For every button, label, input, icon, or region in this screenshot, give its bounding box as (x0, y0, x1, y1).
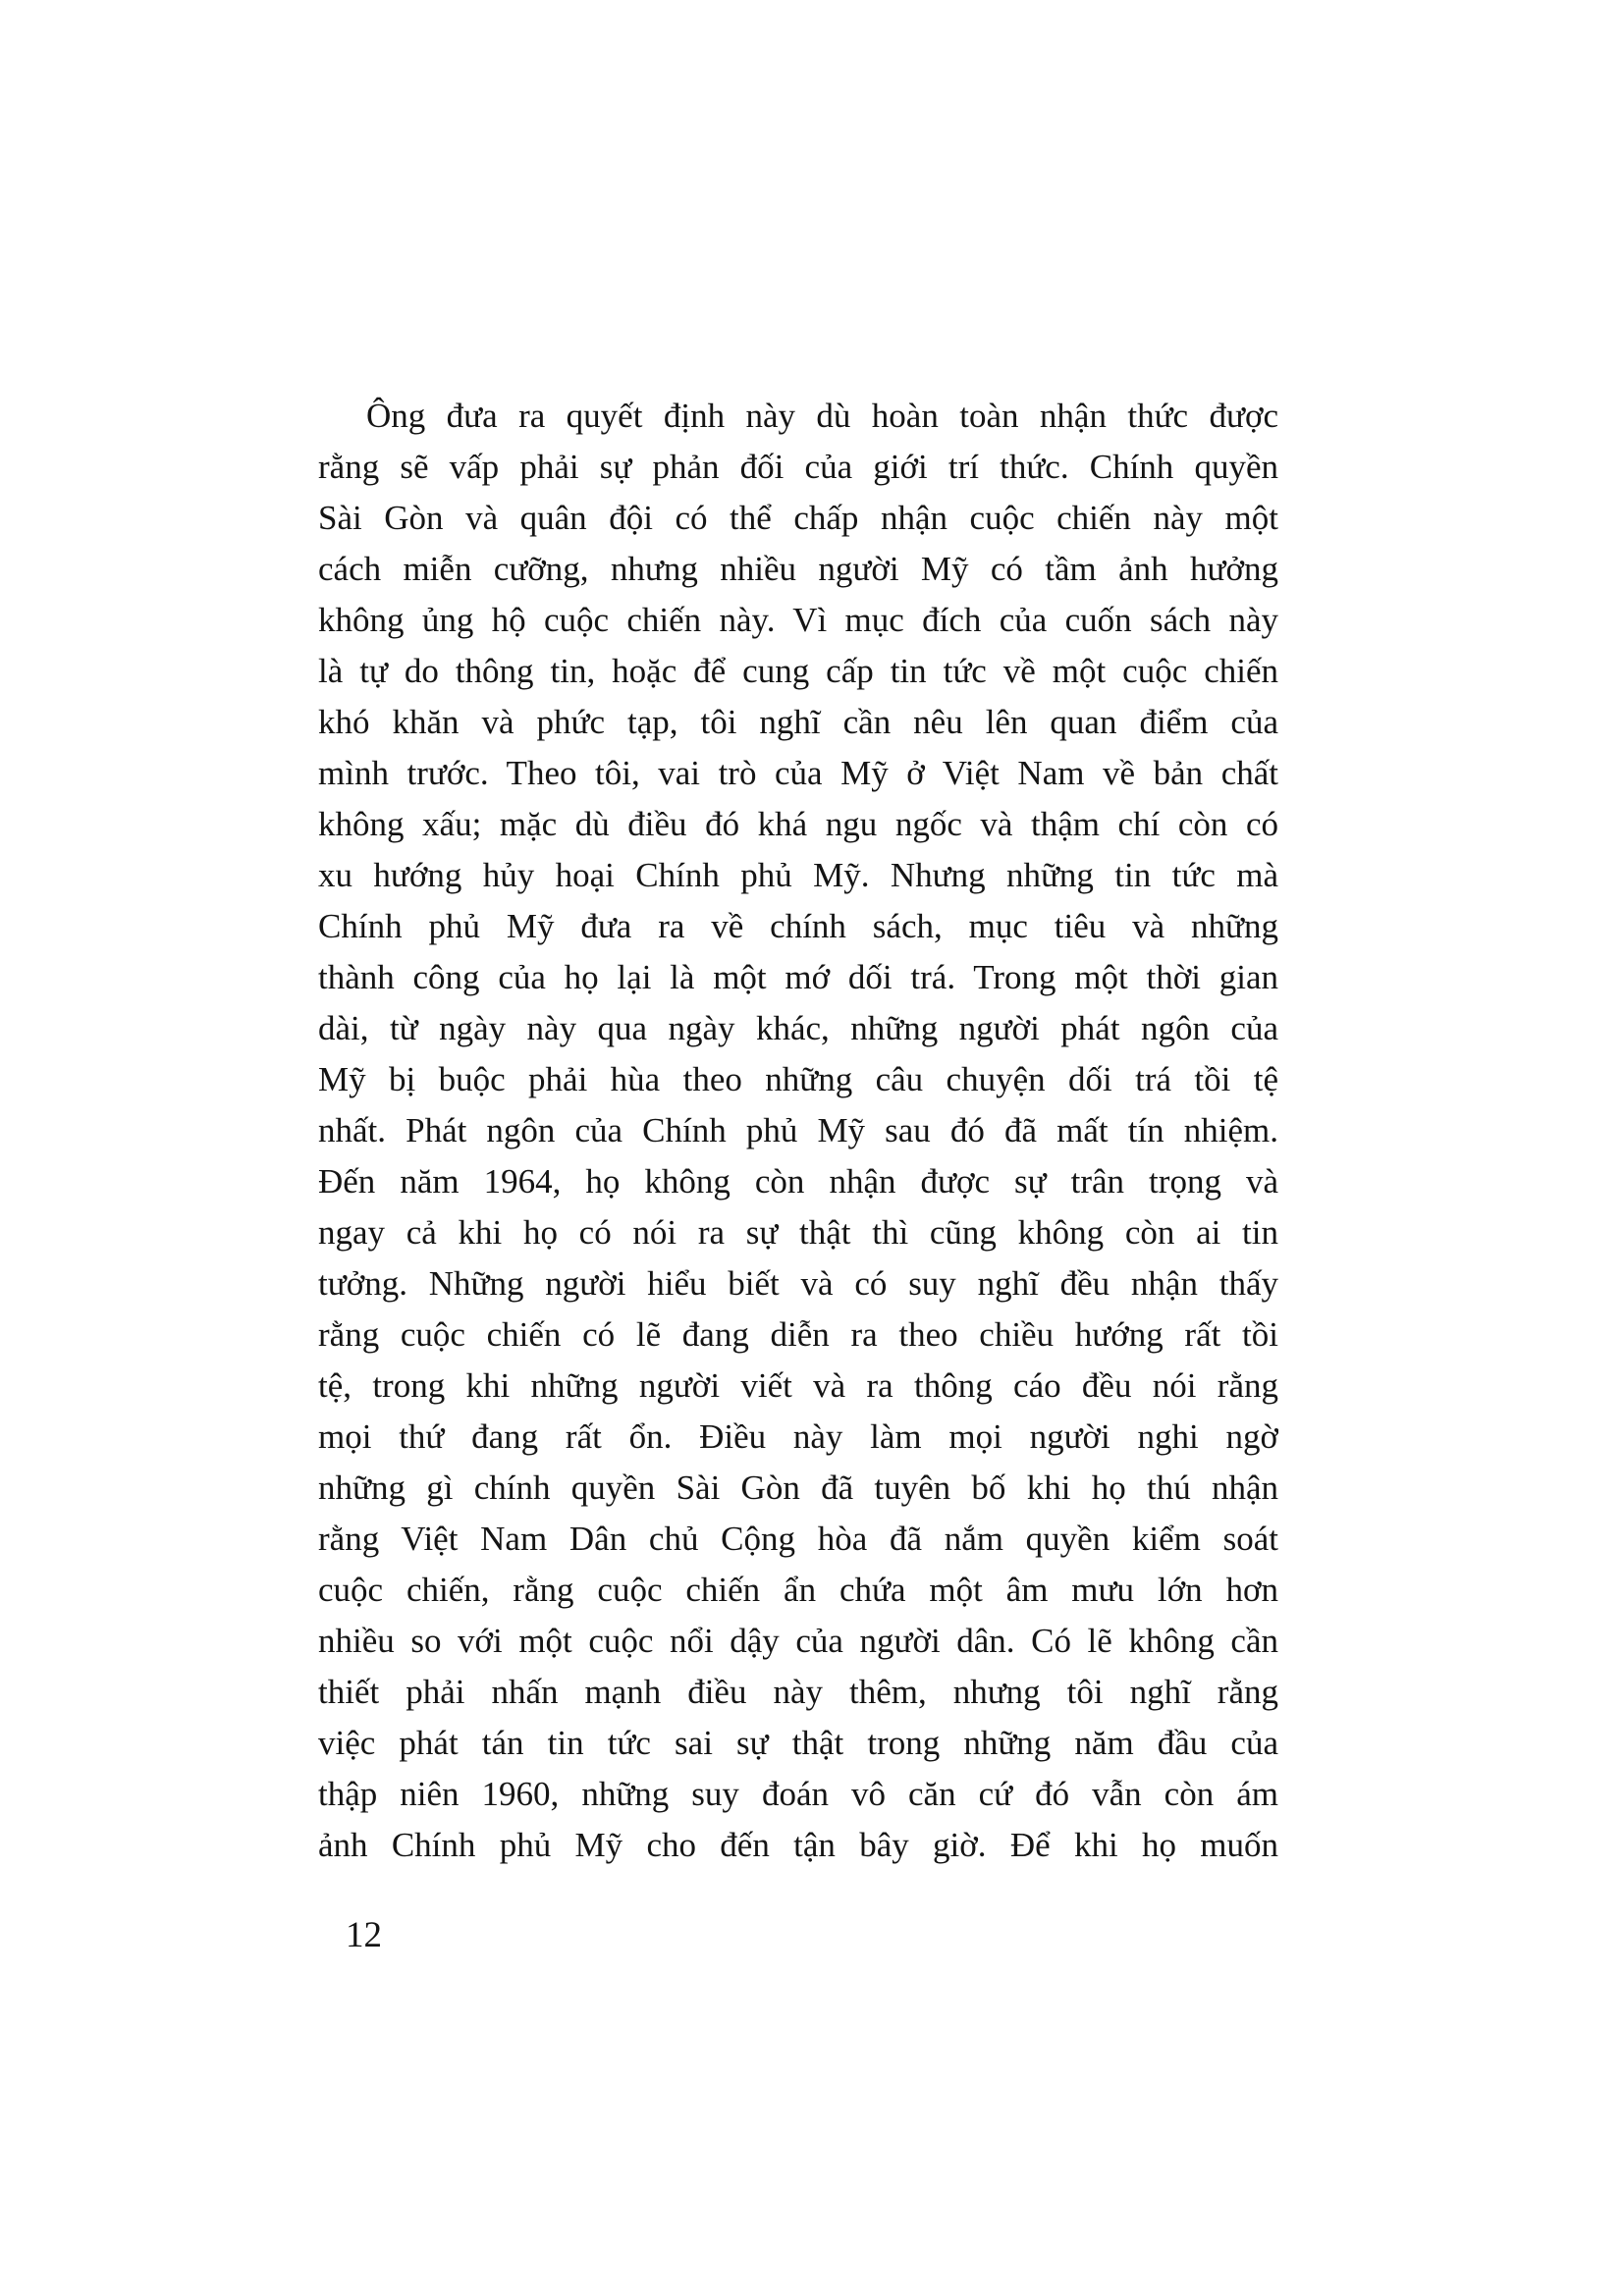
text-line: khó khăn và phức tạp, tôi nghĩ cần nêu lên quan điểm của (318, 703, 1278, 741)
text-line: rằng Việt Nam Dân chủ Cộng hòa đã nắm quyền kiểm soát (318, 1520, 1278, 1558)
text-line: thập niên 1960, những suy đoán vô căn cứ đó vẫn còn ám (318, 1775, 1278, 1813)
text-line: Mỹ bị buộc phải hùa theo những câu chuyện dối trá tồi tệ (318, 1060, 1278, 1098)
text-line: việc phát tán tin tức sai sự thật trong những năm đầu của (318, 1724, 1278, 1762)
text-line: mình trước. Theo tôi, vai trò của Mỹ ở Việt Nam về bản chất (318, 754, 1278, 792)
text-line: thiết phải nhấn mạnh điều này thêm, nhưng tôi nghĩ rằng (318, 1673, 1278, 1711)
text-line: nhất. Phát ngôn của Chính phủ Mỹ sau đó đã mất tín nhiệm. (318, 1111, 1278, 1149)
text-line: không ủng hộ cuộc chiến này. Vì mục đích của cuốn sách này (318, 601, 1278, 639)
text-line: dài, từ ngày này qua ngày khác, những người phát ngôn của (318, 1009, 1278, 1047)
text-line: rằng cuộc chiến có lẽ đang diễn ra theo chiều hướng rất tồi (318, 1315, 1278, 1354)
paragraph (318, 391, 1278, 1871)
text-line: xu hướng hủy hoại Chính phủ Mỹ. Nhưng những tin tức mà (318, 856, 1278, 894)
text-line: rằng sẽ vấp phải sự phản đối của giới trí thức. Chính quyền (318, 448, 1278, 486)
page-number: 12 (346, 1915, 382, 1955)
text-line: thành công của họ lại là một mớ dối trá. Trong một thời gian (318, 958, 1278, 996)
text-line: mọi thứ đang rất ổn. Điều này làm mọi người nghi ngờ (318, 1417, 1278, 1456)
text-line: Chính phủ Mỹ đưa ra về chính sách, mục tiêu và những (318, 907, 1278, 945)
text-line: những gì chính quyền Sài Gòn đã tuyên bố khi họ thú nhận (318, 1468, 1278, 1507)
text-line: ngay cả khi họ có nói ra sự thật thì cũng không còn ai tin (318, 1213, 1278, 1252)
text-line: Sài Gòn và quân đội có thể chấp nhận cuộc chiến này một (318, 499, 1278, 537)
text-line: nhiều so với một cuộc nổi dậy của người dân. Có lẽ không cần (318, 1622, 1278, 1660)
text-line: Ông đưa ra quyết định này dù hoàn toàn nhận thức được (366, 397, 1278, 435)
text-line: ảnh Chính phủ Mỹ cho đến tận bây giờ. Để khi họ muốn (318, 1826, 1278, 1864)
text-line: tưởng. Những người hiểu biết và có suy nghĩ đều nhận thấy (318, 1264, 1278, 1303)
text-line: cuộc chiến, rằng cuộc chiến ẩn chứa một âm mưu lớn hơn (318, 1571, 1278, 1609)
text-line: không xấu; mặc dù điều đó khá ngu ngốc và thậm chí còn có (318, 805, 1278, 843)
text-line: tệ, trong khi những người viết và ra thông cáo đều nói rằng (318, 1366, 1278, 1405)
text-line: cách miễn cưỡng, nhưng nhiều người Mỹ có tầm ảnh hưởng (318, 550, 1278, 588)
text-line: Đến năm 1964, họ không còn nhận được sự trân trọng và (318, 1162, 1278, 1201)
text-line: là tự do thông tin, hoặc để cung cấp tin tức về một cuộc chiến (318, 652, 1278, 690)
